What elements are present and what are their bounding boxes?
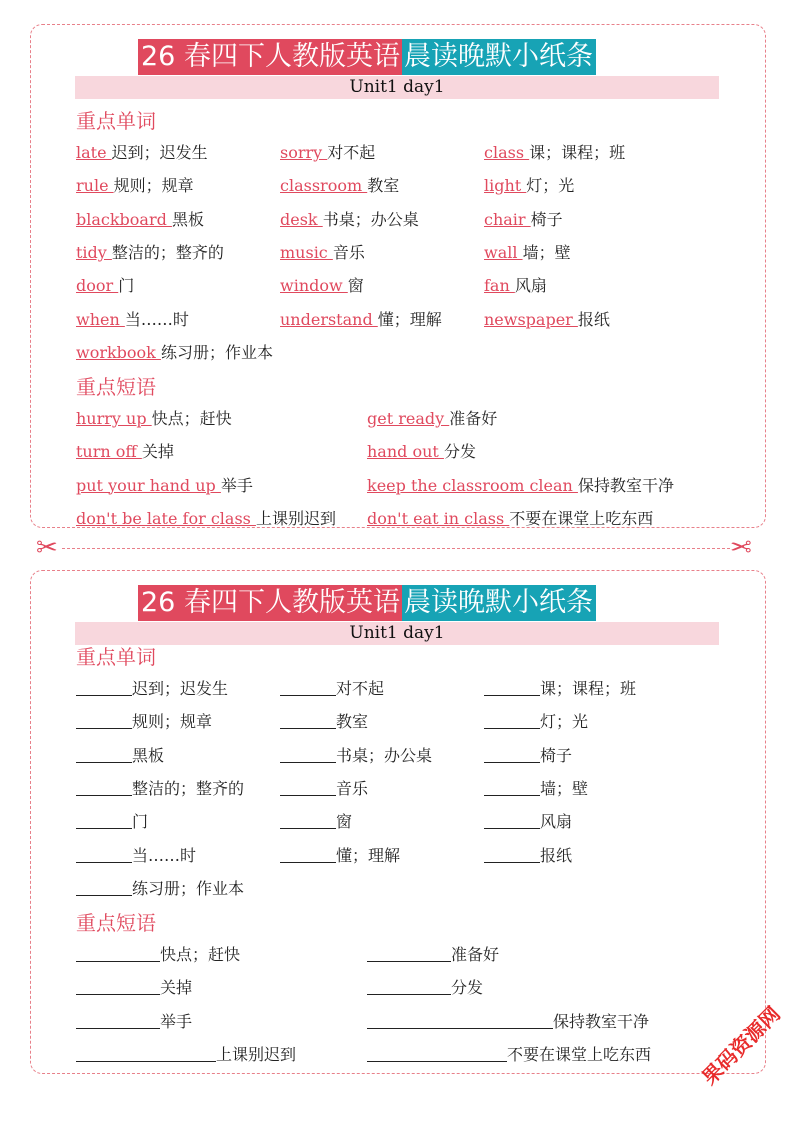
word-item — [280, 845, 400, 867]
answer-blank — [280, 812, 336, 829]
phrases-heading: 重点短语 — [76, 911, 156, 935]
word-chinese: 整洁的；整齐的 — [132, 778, 245, 798]
word-chinese: 报纸 — [540, 845, 573, 865]
word-item — [484, 778, 588, 800]
phrase-item — [367, 408, 497, 430]
word-english: window — [280, 276, 348, 296]
word-chinese: 整洁的；整齐的 — [111, 242, 224, 262]
word-chinese: 门 — [118, 276, 135, 296]
word-chinese: 椅子 — [540, 745, 573, 765]
phrase-english: turn off — [76, 442, 142, 462]
phrase-english: keep the classroom clean — [367, 475, 578, 495]
word-chinese: 黑板 — [171, 209, 204, 229]
phrase-chinese: 准备好 — [451, 945, 500, 964]
unit-subtitle: Unit1 day1 — [75, 76, 719, 99]
phrase-chinese: 不要在课堂上吃东西 — [507, 1044, 652, 1064]
phrase-chinese: 上课别迟到 — [216, 1044, 297, 1064]
word-chinese: 教室 — [367, 176, 400, 196]
phrase-chinese: 关掉 — [141, 442, 174, 462]
phrase-item — [76, 408, 232, 430]
word-chinese: 灯；光 — [526, 176, 575, 196]
word-item — [280, 745, 432, 767]
word-english: door — [76, 276, 119, 296]
word-english: blackboard — [76, 209, 172, 229]
word-chinese: 墙；壁 — [522, 242, 571, 262]
answer-blank — [484, 779, 540, 796]
word-item — [280, 678, 384, 700]
answer-blank — [76, 812, 132, 829]
word-item — [76, 745, 164, 767]
phrase-item — [367, 441, 476, 463]
title-part-1: 26 春四下人教版英语 — [138, 39, 402, 75]
phrase-item — [76, 1011, 192, 1033]
practice-card — [30, 570, 766, 1074]
word-english: chair — [484, 209, 531, 229]
word-english: classroom — [280, 176, 368, 196]
card-title — [138, 39, 596, 75]
scissors-icon: ✂ — [730, 533, 752, 563]
word-item — [280, 778, 368, 800]
phrase-english: get ready — [367, 409, 450, 428]
word-item — [76, 678, 228, 700]
answer-blank — [76, 879, 132, 896]
word-english: understand — [280, 309, 378, 329]
phrase-item — [367, 944, 499, 966]
answer-blank — [367, 945, 451, 962]
word-english: class — [484, 143, 530, 162]
word-item — [76, 845, 196, 867]
phrase-english: put your hand up — [76, 475, 221, 495]
word-chinese: 墙；壁 — [540, 778, 589, 798]
answer-blank — [76, 978, 160, 995]
word-item — [280, 242, 365, 264]
word-chinese: 规则；规章 — [113, 176, 194, 196]
phrases-heading: 重点短语 — [76, 375, 156, 399]
answer-blank — [484, 846, 540, 863]
word-item — [76, 242, 224, 264]
phrase-item — [76, 1044, 296, 1066]
word-chinese: 音乐 — [336, 778, 369, 798]
word-item — [76, 878, 244, 900]
phrase-item — [76, 508, 336, 530]
phrase-chinese: 不要在课堂上吃东西 — [509, 508, 654, 528]
phrase-chinese: 保持教室干净 — [553, 1011, 650, 1031]
word-english: sorry — [280, 143, 328, 162]
word-chinese: 灯；光 — [540, 712, 589, 732]
word-item — [484, 711, 588, 733]
word-chinese: 音乐 — [332, 242, 365, 262]
word-item — [76, 778, 244, 800]
answer-blank — [280, 846, 336, 863]
phrase-chinese: 上课别迟到 — [255, 508, 336, 528]
phrase-item — [367, 977, 483, 999]
word-item — [484, 745, 572, 767]
word-chinese: 教室 — [336, 712, 369, 732]
word-chinese: 懂；理解 — [336, 845, 401, 865]
scissors-icon: ✂ — [36, 533, 58, 563]
phrase-chinese: 快点；赶快 — [160, 945, 241, 964]
word-item — [76, 209, 204, 231]
answer-blank — [484, 812, 540, 829]
word-item — [76, 309, 189, 331]
answer-blank — [367, 1012, 553, 1029]
word-item — [280, 175, 399, 197]
word-english: when — [76, 309, 125, 329]
phrase-english: don't be late for class — [76, 508, 256, 528]
answer-blank — [76, 846, 132, 863]
word-item — [484, 142, 625, 164]
answer-blank — [484, 679, 540, 696]
word-item — [484, 242, 571, 264]
word-english: workbook — [76, 342, 161, 362]
word-english: newspaper — [484, 309, 578, 329]
word-chinese: 课；课程；班 — [529, 143, 626, 162]
word-chinese: 窗 — [347, 276, 364, 296]
word-chinese: 懂；理解 — [377, 309, 442, 329]
answer-blank — [76, 1012, 160, 1029]
word-chinese: 课；课程；班 — [540, 679, 637, 698]
phrase-item — [367, 508, 653, 530]
title-part-1: 26 春四下人教版英语 — [138, 585, 402, 621]
words-heading: 重点单词 — [76, 645, 156, 669]
word-english: light — [484, 176, 527, 196]
phrase-english: hand out — [367, 442, 444, 462]
words-heading: 重点单词 — [76, 109, 156, 133]
answer-card — [30, 24, 766, 528]
word-item — [76, 175, 194, 197]
watermark: 果码资源网 — [697, 1001, 785, 1090]
word-item — [76, 275, 134, 297]
phrase-item — [76, 944, 240, 966]
phrase-english: don't eat in class — [367, 508, 510, 528]
card-title — [138, 585, 596, 621]
title-part-2: 晨读晚默小纸条 — [402, 585, 596, 621]
phrase-english: hurry up — [76, 409, 152, 428]
word-chinese: 风扇 — [540, 812, 573, 832]
phrase-item — [367, 475, 674, 497]
word-english: wall — [484, 242, 523, 262]
word-chinese: 门 — [132, 812, 149, 832]
word-chinese: 当……时 — [132, 845, 197, 865]
word-item — [76, 142, 208, 164]
answer-blank — [76, 779, 132, 796]
title-part-2: 晨读晚默小纸条 — [402, 39, 596, 75]
answer-blank — [280, 679, 336, 696]
answer-blank — [367, 1045, 507, 1062]
word-item — [280, 309, 442, 331]
word-item — [280, 711, 368, 733]
answer-blank — [76, 679, 132, 696]
word-english: tidy — [76, 242, 112, 262]
phrase-chinese: 分发 — [443, 442, 476, 462]
word-item — [484, 209, 563, 231]
answer-blank — [280, 779, 336, 796]
answer-blank — [367, 978, 451, 995]
phrase-chinese: 举手 — [220, 475, 253, 495]
word-item — [484, 175, 574, 197]
word-chinese: 规则；规章 — [132, 712, 213, 732]
answer-blank — [76, 1045, 216, 1062]
answer-blank — [280, 712, 336, 729]
answer-blank — [484, 746, 540, 763]
word-item — [484, 845, 572, 867]
answer-blank — [76, 746, 132, 763]
word-chinese: 练习册；作业本 — [160, 342, 273, 362]
word-item — [76, 811, 148, 833]
word-item — [76, 342, 273, 364]
phrase-chinese: 关掉 — [160, 978, 193, 998]
word-chinese: 风扇 — [514, 276, 547, 296]
word-english: desk — [280, 209, 323, 229]
unit-subtitle: Unit1 day1 — [75, 622, 719, 645]
word-item — [484, 309, 610, 331]
word-item — [280, 811, 352, 833]
word-chinese: 当……时 — [124, 309, 189, 329]
word-chinese: 报纸 — [577, 309, 610, 329]
phrase-chinese: 保持教室干净 — [577, 475, 674, 495]
word-chinese: 椅子 — [530, 209, 563, 229]
word-chinese: 迟到；迟发生 — [111, 143, 208, 162]
phrase-item — [76, 475, 253, 497]
phrase-item — [367, 1044, 651, 1066]
word-chinese: 书桌；办公桌 — [336, 745, 433, 765]
word-item — [484, 678, 636, 700]
word-chinese: 练习册；作业本 — [132, 878, 245, 898]
word-english: late — [76, 143, 112, 162]
word-english: fan — [484, 276, 515, 296]
answer-blank — [280, 746, 336, 763]
word-chinese: 对不起 — [336, 679, 385, 698]
word-item — [280, 142, 375, 164]
answer-blank — [76, 712, 132, 729]
answer-blank — [484, 712, 540, 729]
word-item — [484, 275, 547, 297]
word-item — [280, 209, 419, 231]
answer-blank — [76, 945, 160, 962]
phrase-chinese: 举手 — [160, 1011, 193, 1031]
word-item — [76, 711, 212, 733]
word-item — [280, 275, 364, 297]
word-chinese: 书桌；办公桌 — [322, 209, 419, 229]
word-chinese: 对不起 — [327, 143, 376, 162]
phrase-chinese: 快点；赶快 — [151, 409, 232, 428]
word-chinese: 迟到；迟发生 — [132, 679, 229, 698]
word-chinese: 窗 — [336, 812, 353, 832]
phrase-item — [76, 977, 192, 999]
word-item — [484, 811, 572, 833]
phrase-chinese: 准备好 — [449, 409, 498, 428]
word-english: music — [280, 242, 333, 262]
phrase-item — [367, 1011, 649, 1033]
word-english: rule — [76, 176, 114, 196]
cut-line — [62, 548, 730, 549]
phrase-chinese: 分发 — [451, 978, 484, 998]
phrase-item — [76, 441, 174, 463]
word-chinese: 黑板 — [132, 745, 165, 765]
